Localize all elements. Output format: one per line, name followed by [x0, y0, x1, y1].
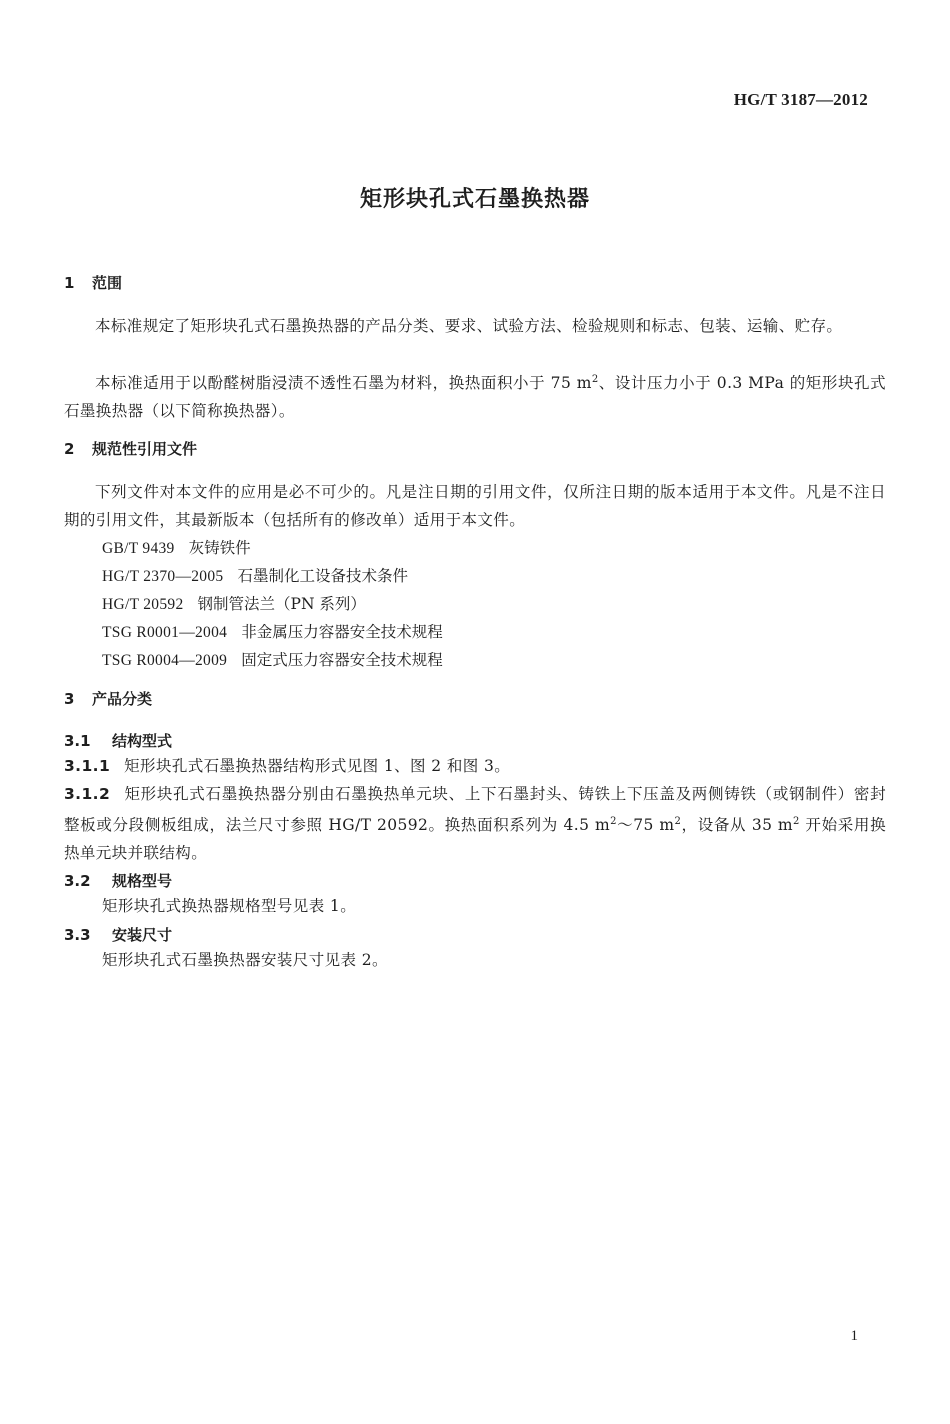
reference-item — [102, 536, 251, 558]
section-title: 规范性引用文件 — [92, 440, 198, 458]
section-3-1-1-paragraph: 3.1.1 矩形块孔式石墨换热器结构形式见图 1、图 2 和图 3。 — [64, 757, 511, 775]
section-3-heading — [64, 688, 886, 709]
reference-name: 石墨制化工设备技术条件 — [237, 567, 408, 585]
section-number: 2 — [64, 440, 75, 458]
reference-item — [102, 648, 443, 670]
section-3-1-2-paragraph: 3.1.2 矩形块孔式石墨换热器分别由石墨换热单元块、上下石墨封头、铸铁上下压盖及两侧铸铁（或钢制件）密封整板或分段侧板组成，法兰尺寸参照 HG/T 20592。换热面积系列为 4.5 $m^2\sim 75$ $m^2$，设备从 35 $m^2$ 开始采用换热单元块并联结构。 — [64, 785, 886, 863]
section-title: 结构型式 — [112, 732, 173, 750]
section-2-paragraph: 下列文件对本文件的应用是必不可少的。凡是注日期的引用文件，仅所注日期的版本适用于本文件。凡是不注日期的引用文件，其最新版本（包括所有的修改单）适用于本文件。 — [64, 483, 886, 529]
reference-code: GB/T 9439 — [102, 540, 175, 557]
section-title: 规格型号 — [112, 872, 173, 890]
section-1-paragraph-1: 本标准规定了矩形块孔式石墨换热器的产品分类、要求、试验方法、检验规则和标志、包装、运输、贮存。 — [95, 317, 843, 335]
section-3-2-text: 矩形块孔式换热器规格型号见表 1。 — [102, 897, 357, 915]
section-number: 1 — [64, 274, 75, 292]
section-3-1-heading — [64, 730, 886, 751]
reference-name: 非金属压力容器安全技术规程 — [241, 623, 443, 641]
section-number: 3.3 — [64, 926, 91, 944]
section-3-3-heading — [64, 924, 886, 945]
section-number: 3.2 — [64, 872, 91, 890]
section-3-2-heading — [64, 870, 886, 891]
section-number: 3 — [64, 690, 75, 708]
reference-code: HG/T 2370—2005 — [102, 568, 224, 585]
section-title: 产品分类 — [92, 690, 153, 708]
reference-code: TSG R0004—2009 — [102, 652, 228, 669]
section-2-heading — [64, 438, 886, 459]
section-number: 3.1 — [64, 732, 91, 750]
document-title: 矩形块孔式石墨换热器 — [359, 187, 590, 212]
section-3-3-text: 矩形块孔式石墨换热器安装尺寸见表 2。 — [102, 951, 388, 969]
section-1-paragraph-2: 本标准适用于以酚醛树脂浸渍不透性石墨为材料，换热面积小于 75 $m^2$、设计压力小于 0.3 MPa 的矩形块孔式石墨换热器（以下简称换热器）。 — [64, 374, 886, 421]
section-title: 范围 — [92, 274, 123, 292]
reference-name: 固定式压力容器安全技术规程 — [241, 651, 443, 669]
reference-item — [102, 620, 443, 642]
section-1-heading — [64, 272, 886, 293]
section-title: 安装尺寸 — [112, 926, 173, 944]
document-code: HG/T 3187—2012 — [733, 90, 868, 109]
reference-code: TSG R0001—2004 — [102, 624, 228, 641]
reference-name: 灰铸铁件 — [188, 539, 251, 557]
page-number: 1 — [850, 1328, 858, 1344]
clause-number: 3.1.1 — [64, 757, 111, 775]
reference-name: 钢制管法兰（PN 系列） — [197, 595, 366, 613]
reference-item — [102, 564, 408, 586]
reference-code: HG/T 20592 — [102, 596, 184, 613]
clause-number: 3.1.2 — [64, 785, 111, 803]
reference-item — [102, 592, 366, 614]
